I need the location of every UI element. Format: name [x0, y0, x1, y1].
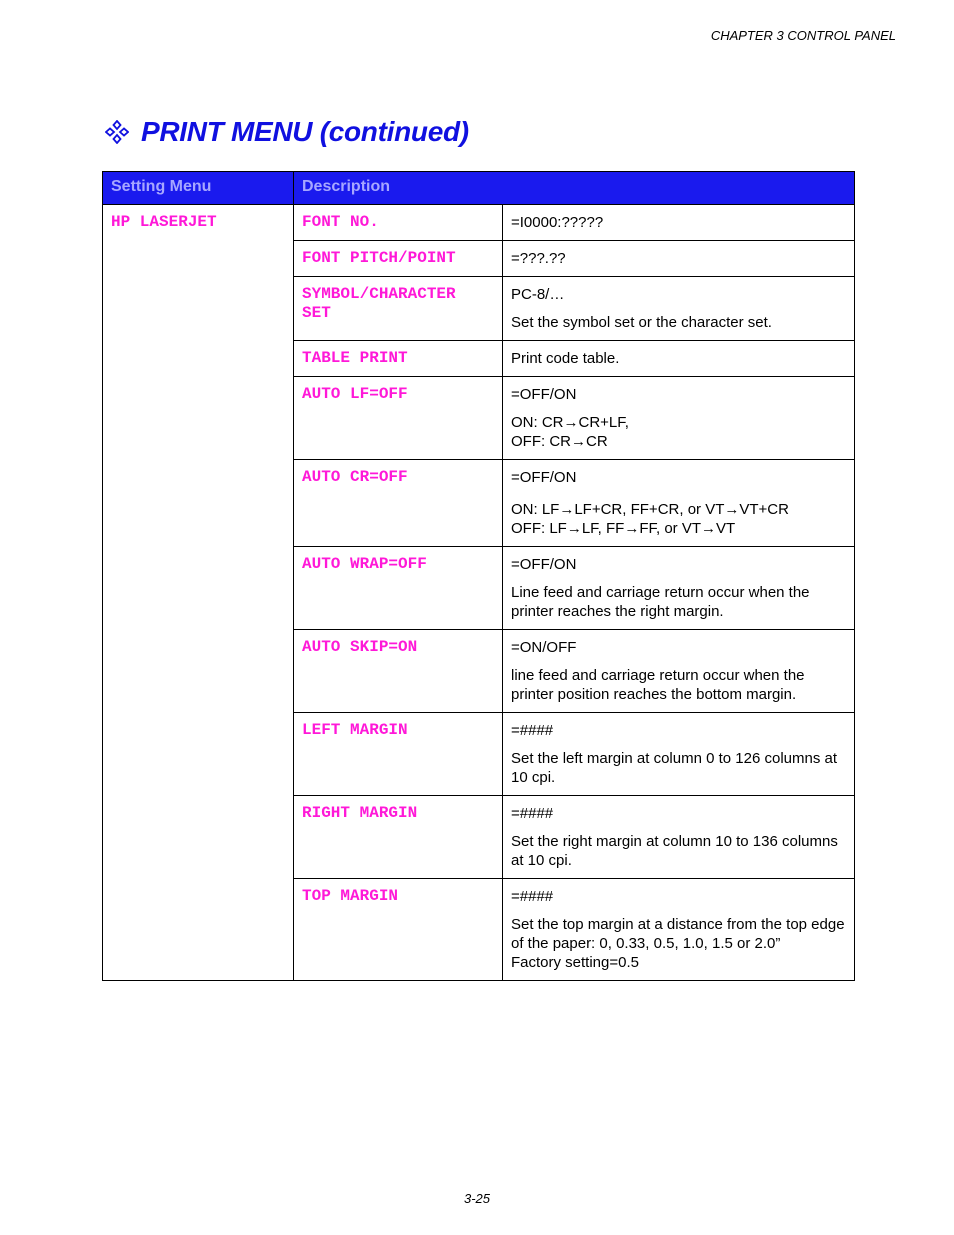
menu-item-description [503, 547, 855, 630]
running-head: CHAPTER 3 CONTROL PANEL [710, 28, 896, 43]
description-text [511, 749, 846, 787]
description-value: PC-8/… [511, 286, 565, 303]
menu-item-name: AUTO SKIP=ON [294, 630, 503, 713]
description-line: Set the left margin at column 0 to 126 columns at 10 cpi. [511, 750, 838, 786]
description-value: =I0000:????? [511, 214, 604, 231]
menu-item-description [503, 277, 855, 341]
print-menu-table [102, 171, 855, 981]
description-value: Print code table. [511, 350, 620, 367]
table-header-row [103, 172, 855, 205]
menu-item-description [503, 205, 855, 241]
description-value: =???.?? [511, 250, 566, 267]
header-description: Description [294, 172, 855, 205]
description-value: =ON/OFF [511, 639, 577, 656]
menu-item-name: FONT NO. [294, 205, 503, 241]
menu-item-name: AUTO LF=OFF [294, 377, 503, 460]
description-line: OFF: CR→CR [511, 433, 608, 450]
menu-item-name: TABLE PRINT [294, 341, 503, 377]
menu-item-description [503, 630, 855, 713]
menu-item-description [503, 879, 855, 981]
menu-item-description [503, 460, 855, 547]
menu-item-description [503, 341, 855, 377]
description-text [511, 666, 846, 704]
table-body [103, 205, 855, 981]
description-value: =OFF/ON [511, 556, 577, 573]
description-line: Set the top margin at a distance from the top edge of the paper: 0, 0.33, 0.5, 1.0, 1.5 or 2.0” [511, 916, 845, 952]
description-line: Set the symbol set or the character set. [511, 314, 772, 331]
header-setting-menu: Setting Menu [103, 172, 294, 205]
description-line: ON: LF→LF+CR, FF+CR, or VT→VT+CR [511, 501, 789, 518]
description-value: =OFF/ON [511, 469, 577, 486]
menu-item-description [503, 713, 855, 796]
menu-item-name: AUTO WRAP=OFF [294, 547, 503, 630]
description-text [511, 413, 846, 451]
menu-item-name: LEFT MARGIN [294, 713, 503, 796]
description-text [511, 832, 846, 870]
menu-item-description [503, 241, 855, 277]
setting-menu-cell: HP LASERJET [103, 205, 294, 981]
description-value: =#### [511, 805, 554, 822]
menu-item-description [503, 796, 855, 879]
description-line: Line feed and carriage return occur when the printer reaches the right margin. [511, 584, 810, 620]
description-text [511, 500, 846, 538]
section-title [105, 116, 469, 148]
diamond-bullet-icon [105, 120, 129, 144]
description-line: OFF: LF→LF, FF→FF, or VT→VT [511, 520, 736, 537]
menu-item-name: RIGHT MARGIN [294, 796, 503, 879]
description-line: Factory setting=0.5 [511, 954, 639, 971]
description-text [511, 583, 846, 621]
description-line: Set the right margin at column 10 to 136 columns at 10 cpi. [511, 833, 838, 869]
page-title: PRINT MENU (continued) [141, 116, 469, 147]
description-value: =OFF/ON [511, 386, 577, 403]
menu-item-name: AUTO CR=OFF [294, 460, 503, 547]
description-line: line feed and carriage return occur when the printer position reaches the bottom margin. [511, 667, 805, 703]
page-number: 3-25 [463, 1191, 491, 1206]
menu-item-name: FONT PITCH/POINT [294, 241, 503, 277]
description-text [511, 915, 846, 972]
menu-item-description [503, 377, 855, 460]
menu-item-name: TOP MARGIN [294, 879, 503, 981]
description-value: =#### [511, 722, 554, 739]
table-row [103, 205, 855, 241]
menu-item-name: SYMBOL/CHARACTER SET [294, 277, 503, 341]
description-value: =#### [511, 888, 554, 905]
description-line: ON: CR→CR+LF, [511, 414, 629, 431]
description-text [511, 313, 846, 332]
